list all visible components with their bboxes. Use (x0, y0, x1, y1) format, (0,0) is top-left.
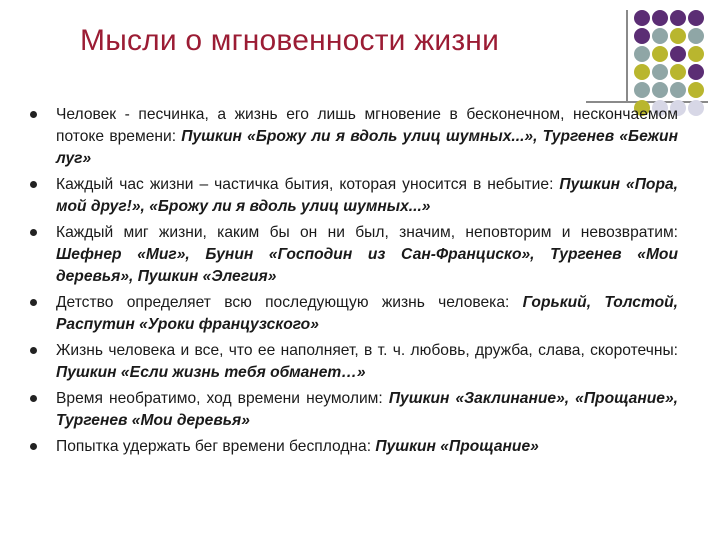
bullet-icon (30, 395, 37, 402)
item-text (56, 340, 678, 384)
decor-dot (670, 82, 686, 98)
item-statement: Каждый миг жизни, каким бы он ни был, значим, неповторим и невозвратим: (56, 224, 678, 241)
item-text (56, 222, 678, 288)
item-statement: Жизнь человека и все, что ее наполняет, в т. ч. любовь, дружба, слава, скоротечны: (56, 342, 678, 359)
list-item (28, 388, 678, 432)
item-references: Пушкин «Брожу ли я вдоль улиц шумных...», Тургенев «Бежин луг» (56, 128, 678, 167)
decor-dot (688, 46, 704, 62)
item-references: Пушкин «Прощание» (375, 438, 539, 455)
item-text (56, 388, 678, 432)
decor-dot (670, 46, 686, 62)
bullet-icon (30, 111, 37, 118)
decor-dot (652, 64, 668, 80)
bullet-icon (30, 229, 37, 236)
decor-dot (634, 28, 650, 44)
list-item (28, 104, 678, 170)
item-references: Пушкин «Заклинание», «Прощание», Тургенев «Мои деревья» (56, 390, 678, 429)
list-item (28, 292, 678, 336)
decor-dot (670, 64, 686, 80)
decor-dot (652, 28, 668, 44)
list-item (28, 340, 678, 384)
decor-dot (652, 46, 668, 62)
decor-dot (652, 82, 668, 98)
decor-dot (634, 82, 650, 98)
decor-vertical-line (626, 10, 628, 102)
decor-dot (652, 10, 668, 26)
item-text (56, 104, 678, 170)
item-text (56, 436, 678, 458)
decor-dot (688, 64, 704, 80)
item-references: Шефнер «Миг», Бунин «Господин из Сан-Франциско», Тургенев «Мои деревья», Пушкин «Элегия» (56, 246, 678, 285)
list-item (28, 436, 678, 458)
decor-dot (634, 10, 650, 26)
bullet-list (28, 104, 678, 462)
item-statement: Детство определяет всю последующую жизнь человека: (56, 294, 523, 311)
decor-dot (688, 82, 704, 98)
decor-dot-grid (634, 10, 704, 116)
decor-dot (670, 10, 686, 26)
bullet-icon (30, 443, 37, 450)
list-item (28, 222, 678, 288)
list-item (28, 174, 678, 218)
decor-dot (634, 64, 650, 80)
item-text (56, 174, 678, 218)
item-references: Пушкин «Если жизнь тебя обманет…» (56, 364, 366, 381)
item-references: Горький, Толстой, Распутин «Уроки французского» (56, 294, 678, 333)
bullet-icon (30, 181, 37, 188)
decor-dot (688, 28, 704, 44)
item-statement: Время необратимо, ход времени неумолим: (56, 390, 389, 407)
decor-dot (670, 28, 686, 44)
item-statement: Человек - песчинка, а жизнь его лишь мгновение в бесконечном, нескончаемом потоке времени: (56, 106, 678, 145)
bullet-icon (30, 299, 37, 306)
item-references: Пушкин «Пора, мой друг!», «Брожу ли я вдоль улиц шумных...» (56, 176, 678, 215)
bullet-icon (30, 347, 37, 354)
page-title: Мысли о мгновенности жизни (80, 24, 500, 57)
item-statement: Попытка удержать бег времени бесплодна: (56, 438, 376, 455)
decor-dot (688, 100, 704, 116)
decor-dot (634, 46, 650, 62)
item-text (56, 292, 678, 336)
decor-dot (688, 10, 704, 26)
item-statement: Каждый час жизни – частичка бытия, которая уносится в небытие: (56, 176, 560, 193)
